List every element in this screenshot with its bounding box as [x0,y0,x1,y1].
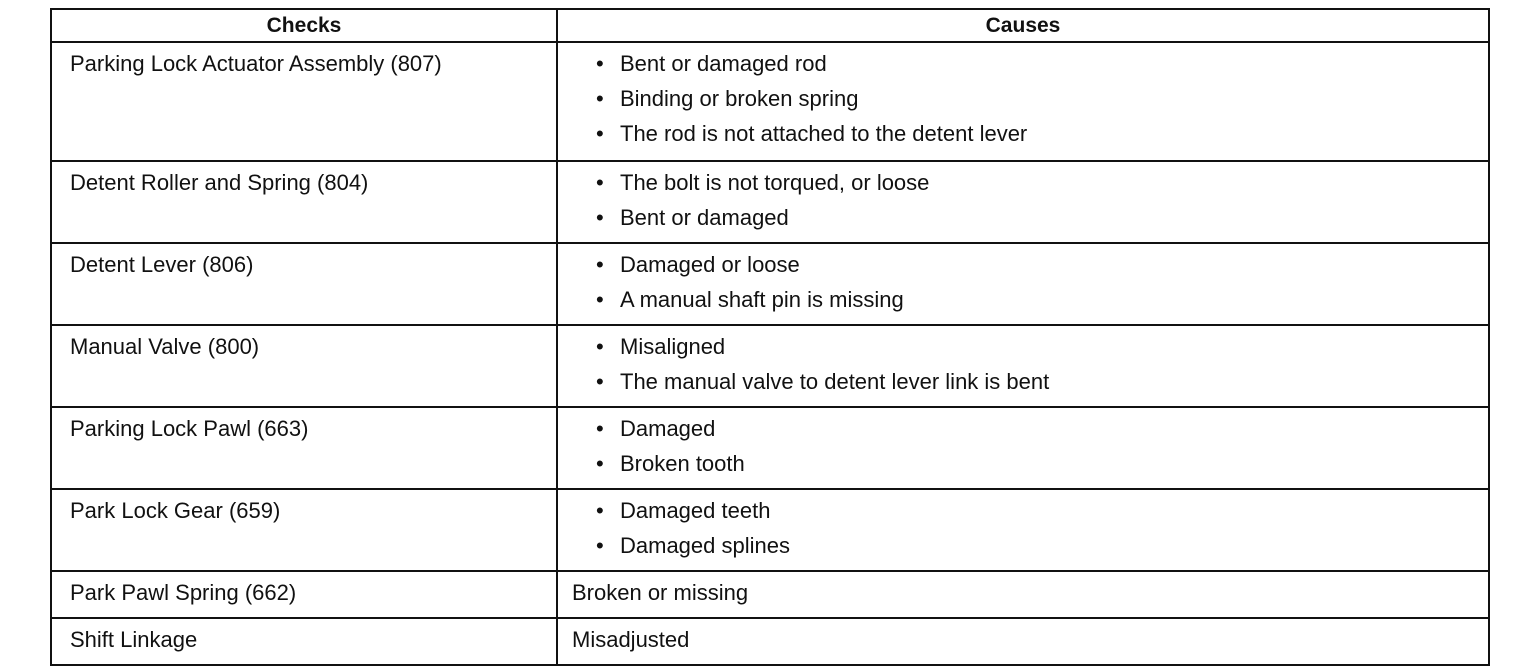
check-cell: Detent Lever (806) [51,243,557,325]
header-row [51,9,1489,42]
cause-list [572,252,1478,322]
check-cell: Park Pawl Spring (662) [51,571,557,618]
cause-item: • Damaged splines [572,533,1478,568]
column-header-checks: Checks [51,9,557,42]
check-cell: Manual Valve (800) [51,325,557,407]
cause-item: • Damaged teeth [572,498,1478,533]
cause-item: • Broken tooth [572,451,1478,486]
table-row [51,161,1489,243]
cause-text: Misadjusted [557,618,1489,665]
cause-item: • A manual shaft pin is missing [572,287,1478,322]
causes-cell [557,42,1489,161]
check-cell: Park Lock Gear (659) [51,489,557,571]
cause-item: • Misaligned [572,334,1478,369]
cause-item: • The bolt is not torqued, or loose [572,170,1478,205]
causes-cell [557,407,1489,489]
table-row [51,243,1489,325]
cause-item: • Bent or damaged rod [572,51,1478,86]
causes-cell [557,243,1489,325]
cause-item: • Bent or damaged [572,205,1478,240]
cause-list [572,51,1478,156]
table-row [51,618,1489,665]
check-cell: Parking Lock Actuator Assembly (807) [51,42,557,161]
causes-cell [557,489,1489,571]
causes-cell [557,161,1489,243]
table-row [51,325,1489,407]
table-row [51,489,1489,571]
cause-text: Broken or missing [557,571,1489,618]
cause-list [572,498,1478,568]
cause-item: • Damaged [572,416,1478,451]
causes-cell [557,325,1489,407]
check-cell: Parking Lock Pawl (663) [51,407,557,489]
column-header-causes: Causes [557,9,1489,42]
cause-item: • The rod is not attached to the detent lever [572,121,1478,156]
check-cell: Shift Linkage [51,618,557,665]
cause-list [572,334,1478,404]
cause-list [572,170,1478,240]
cause-item: • The manual valve to detent lever link is bent [572,369,1478,404]
diagnosis-table [50,8,1490,666]
table-row [51,407,1489,489]
cause-item: • Binding or broken spring [572,86,1478,121]
table-row [51,571,1489,618]
cause-item: • Damaged or loose [572,252,1478,287]
cause-list [572,416,1478,486]
table-row [51,42,1489,161]
check-cell: Detent Roller and Spring (804) [51,161,557,243]
